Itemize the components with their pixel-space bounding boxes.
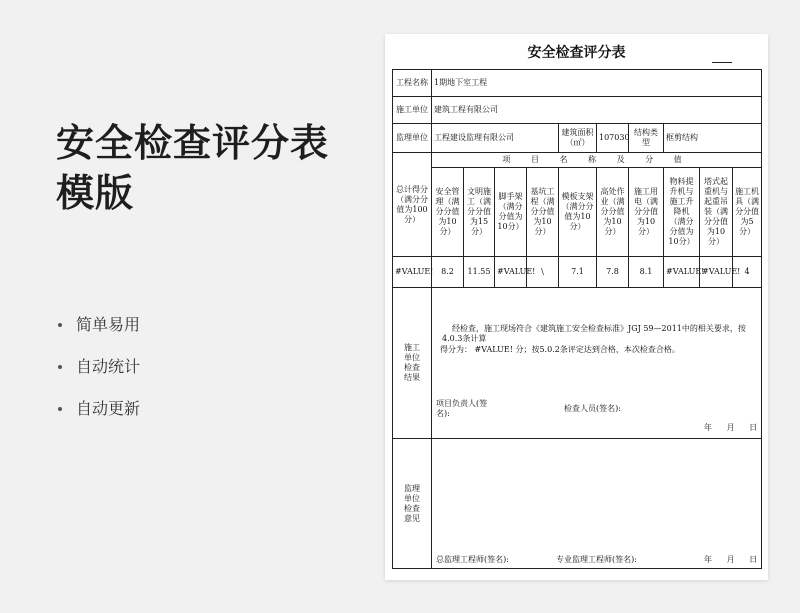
area-value: 107030	[597, 124, 629, 153]
table-row	[393, 97, 762, 124]
score-table	[392, 69, 762, 569]
item-header: 安全管理（满分分值为10分）	[432, 168, 464, 257]
structure-value: 框剪结构	[664, 124, 762, 153]
item-header: 高处作业（满分分值为10分）	[597, 168, 629, 257]
item-header: 模板支架（满分分值为10分）	[559, 168, 597, 257]
table-row	[393, 439, 762, 569]
table-row	[393, 153, 762, 168]
item-score: 7.8	[597, 257, 629, 288]
area-label: 建筑面积（㎡）	[559, 124, 597, 153]
feature-list	[58, 312, 140, 438]
item-header: 塔式起重机与起重吊装（满分分值为10分）	[700, 168, 733, 257]
item-header: 物料提升机与施工升降机（满分分值为10分）	[664, 168, 700, 257]
supervisor-label: 监理单位	[393, 124, 432, 153]
bullet-dot-icon	[58, 407, 62, 411]
sheet-title: 安全检查评分表	[527, 45, 626, 61]
item-header: 脚手架（满分分值为10分）	[495, 168, 527, 257]
table-row	[393, 124, 762, 153]
promo-title-line1: 安全检查评分表	[56, 121, 330, 165]
structure-label: 结构类型	[629, 124, 664, 153]
promo-title	[56, 118, 329, 218]
items-header: 项 目 名 称 及 分 值	[432, 153, 762, 168]
contractor-value: 建筑工程有限公司	[432, 97, 762, 124]
item-score: #VALUE!	[664, 257, 700, 288]
total-value: #VALUE!	[393, 257, 432, 288]
table-row	[393, 257, 762, 288]
contractor-label: 施工单位	[393, 97, 432, 124]
contractor-result-cell	[432, 288, 762, 439]
result-text: 经检查，施工现场符合《建筑施工安全检查标准》JGJ 59—2011中的相关要求，按4.0.3条计算	[442, 324, 746, 343]
project-label: 工程名称	[393, 70, 432, 97]
item-header: 文明施工（满分分值为15分）	[464, 168, 495, 257]
specialist-engineer-signature: 专业监理工程师(签名):	[556, 555, 637, 564]
item-score: #VALUE!	[700, 257, 733, 288]
item-score: #VALUE!	[495, 257, 527, 288]
item-score: \	[527, 257, 559, 288]
promo-title-line2: 模版	[56, 171, 135, 215]
feature-item: 简单易用	[58, 312, 140, 354]
contractor-result-label: 施工单位检查结果	[393, 288, 432, 439]
item-score: 8.2	[432, 257, 464, 288]
item-header: 施工用电（满分分值为10分）	[629, 168, 664, 257]
project-value: 1期地下室工程	[432, 70, 762, 97]
project-leader-signature: 项目负责人(签名):	[436, 399, 488, 418]
supervisor-value: 工程建设监理有限公司	[432, 124, 559, 153]
item-score: 11.55	[464, 257, 495, 288]
inspector-signature: 检查人员(签名):	[564, 404, 621, 413]
score-sheet-document	[385, 34, 768, 580]
feature-item: 自动统计	[58, 354, 140, 396]
opinion-date: 年 月 日	[704, 555, 758, 564]
table-row	[393, 288, 762, 439]
bullet-dot-icon	[58, 365, 62, 369]
supervisor-opinion-label: 监理单位检查意见	[393, 439, 432, 569]
table-row	[393, 70, 762, 97]
result-date: 年 月 日	[704, 423, 758, 432]
feature-item: 自动更新	[58, 396, 140, 438]
item-header: 基坑工程（满分分值为10分）	[527, 168, 559, 257]
sheet-underline	[712, 62, 732, 63]
supervisor-opinion-cell	[432, 439, 762, 569]
item-score: 4	[733, 257, 762, 288]
chief-engineer-signature: 总监理工程师(签名):	[436, 555, 509, 564]
result-score-text: 得分为： #VALUE! 分；按5.0.2条评定达到合格，本次检查合格。	[440, 345, 680, 354]
total-label: 总计得分（满分分值为100分）	[393, 153, 432, 257]
table-row	[393, 168, 762, 257]
item-header: 施工机具（满分分值为5分）	[733, 168, 762, 257]
item-score: 7.1	[559, 257, 597, 288]
bullet-dot-icon	[58, 323, 62, 327]
item-score: 8.1	[629, 257, 664, 288]
